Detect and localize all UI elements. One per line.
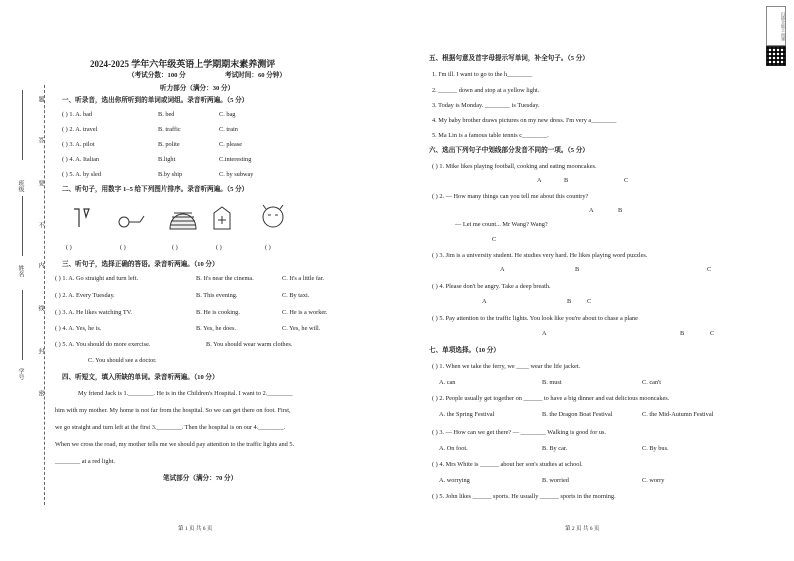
list-item: ( ) 4. A. Italian	[62, 156, 100, 163]
bike-icon	[118, 210, 146, 230]
list-item: B. Yes, he does.	[196, 325, 237, 332]
list-item: C. By taxi.	[282, 292, 310, 299]
list-item: ( ) 2. A. Every Tuesday.	[55, 292, 115, 299]
list-item: C. Yes, he will.	[282, 325, 321, 332]
written-header: 笔试部分（满分：70 分）	[163, 475, 238, 482]
binding-line	[44, 85, 45, 505]
listening-header: 听力部分（满分：30 分）	[160, 85, 235, 92]
option-letter: A	[542, 330, 547, 337]
section-3-header: 三、听句子，选择正确的答语。录音听两遍。（10 分）	[62, 261, 219, 268]
answer-bracket[interactable]: ( )	[66, 244, 72, 251]
option: C. can't	[642, 379, 661, 386]
list-item: ( ) 2. People usually get together on ______ to have a big dinner and eat delicious mooncakes.	[432, 395, 670, 402]
option: C. By bus.	[642, 445, 669, 452]
answer-bracket[interactable]: ( )	[216, 244, 222, 251]
side-label: 答	[37, 137, 43, 143]
option-letter: B	[567, 298, 572, 305]
list-item: ( ) 2. — How many things can you tell me about this country?	[432, 193, 589, 200]
option-letter: B	[618, 207, 623, 214]
zebra-crossing-icon	[168, 203, 198, 231]
list-item: 5. Ma Lin is a famous table tennis c________.	[432, 132, 549, 139]
side-label: 题	[37, 96, 43, 102]
option-letter: B	[564, 177, 569, 184]
option-letter: A	[500, 266, 505, 273]
list-item: ( ) 4. Please don't be angry. Take a deep breath.	[432, 283, 551, 290]
list-item: ( ) 2. A. travel	[62, 126, 98, 133]
list-item: B. bed	[158, 111, 175, 118]
section-4-header: 四、听短文，填入所缺的单词。录音听两遍。（10 分）	[62, 374, 219, 381]
score-info: （考试分数：100 分	[128, 72, 186, 79]
list-item: 2. ______ down and stop at a yellow light.	[432, 87, 540, 94]
hospital-icon	[210, 205, 234, 231]
list-item: 3. Today is Monday. ________ is Tuesday.	[432, 102, 540, 109]
list-item: ( ) 3. A. pilot	[62, 141, 95, 148]
option-letter: C	[492, 236, 497, 243]
list-item: B. This evening.	[196, 292, 238, 299]
side-label: 线	[37, 305, 43, 311]
option: C. worry	[642, 477, 665, 484]
list-item: ( ) 3. Jim is a university student. He studies very hard. He likes playing word puzzles.	[432, 252, 648, 259]
section-5-header: 五、根据句意及首字母提示写单词，补全句子。（5 分）	[429, 55, 589, 62]
side-label: 不	[37, 222, 43, 228]
section-1-header: 一、听录音，选出你所听到的单词或词组。录音听两遍。（5 分）	[62, 97, 249, 104]
list-item: C.interesting	[219, 156, 252, 163]
list-item: ( ) 5. Pay attention to the traffic lights. You look like you're about to chase a plane	[432, 315, 638, 322]
list-item: ( ) 1. A. Go straight and turn left.	[55, 275, 139, 282]
option-letter: C	[624, 177, 629, 184]
option-letter: C	[710, 330, 715, 337]
list-item: C. He is a worker.	[282, 309, 328, 316]
section-6-header: 六、选出下列句子中划线部分发音不同的一项。（5 分）	[429, 147, 589, 154]
qr-code-icon	[766, 46, 786, 66]
option: B. must	[542, 379, 562, 386]
list-item: — Let me count... Mr Wang? Wang?	[455, 221, 548, 228]
tiger-icon	[258, 203, 288, 231]
option-letter: A	[537, 177, 542, 184]
list-item: B. He is cooking.	[196, 309, 240, 316]
page-number: 第 1 页 共 6 页	[178, 526, 213, 532]
field-line	[22, 290, 23, 360]
option: B. worried	[542, 477, 569, 484]
option: B. By car.	[542, 445, 568, 452]
list-item: ( ) 5. John likes ______ sports. He usually ______ sports in the morning.	[432, 493, 616, 500]
option: B. the Dragon Boat Festival	[542, 411, 613, 418]
list-item: B. polite	[158, 141, 180, 148]
option-letter: A	[482, 298, 487, 305]
passage-line: we go straight and turn left at the first 3.________. Then the hospital is on our 4.________.	[55, 424, 286, 431]
section-7-header: 七、单项选择。（10 分）	[429, 347, 500, 354]
class-field-label: 班级	[17, 180, 23, 192]
option: A. worrying	[439, 477, 470, 484]
list-item: ( ) 4. Mrs White is ______ about her son's studies at school.	[432, 461, 583, 468]
time-info: 考试时间：60 分钟）	[225, 72, 286, 79]
right-page	[397, 0, 794, 561]
page-title: 2024-2025 学年六年级英语上学期期末素养测评	[90, 59, 276, 69]
option: A. On foot.	[439, 445, 468, 452]
list-item: ( ) 3. A. He likes watching TV.	[55, 309, 133, 316]
side-label: 密	[37, 390, 43, 396]
list-item: C. train	[219, 126, 238, 133]
list-item: C. You should see a doctor.	[88, 357, 157, 364]
option-letter: A	[589, 207, 594, 214]
list-item: ( ) 5. A. You should do more exercise.	[55, 341, 151, 348]
option-letter: B	[680, 330, 685, 337]
side-label: 内	[37, 262, 43, 268]
answer-bracket[interactable]: ( )	[172, 244, 178, 251]
option-letter: C	[587, 298, 592, 305]
answer-bracket[interactable]: ( )	[265, 244, 271, 251]
list-item: C. please	[219, 141, 243, 148]
name-field-label: 姓名	[17, 265, 23, 277]
list-item: B.light	[158, 156, 176, 163]
option: C. the Mid-Autumn Festival	[642, 411, 714, 418]
list-item: C. bag	[219, 111, 236, 118]
page-number: 第 2 页 共 6 页	[565, 526, 600, 532]
list-item: ( ) 5. A. by sled	[62, 171, 102, 178]
list-item: 4. My baby brother draws pictures on my new dress. I'm very a________	[432, 117, 617, 124]
list-item: ( ) 1. A. bad	[62, 111, 93, 118]
list-item: ( ) 3. — How can we get there? — ________ Walking is good for us.	[432, 429, 607, 436]
passage-line: ________ at a red light.	[55, 458, 115, 465]
list-item: C. by subway	[219, 171, 254, 178]
side-label: 要	[37, 180, 43, 186]
answer-bracket[interactable]: ( )	[120, 244, 126, 251]
list-item: B.by ship	[158, 171, 183, 178]
field-line	[22, 196, 23, 256]
list-item: 1. I'm ill. I want to go to the h________	[432, 71, 533, 78]
option: A. the Spring Festival	[439, 411, 495, 418]
scanner-stamp: 扫描全能王 创建	[766, 6, 786, 46]
option-letter: B	[575, 266, 580, 273]
side-label: 封	[37, 348, 43, 354]
passage-line: him with my mother. My home is not far from the hospital. So we can get there on foot. First,	[55, 407, 291, 414]
list-item: B. It's near the cinema.	[196, 275, 254, 282]
passage-line: My friend Jack is 1.________. He is in the Children's Hospital. I want to 2.________	[78, 390, 293, 397]
field-line	[22, 90, 23, 160]
list-item: ( ) 1. When we take the ferry, we ____ wear the life jacket.	[432, 363, 581, 370]
list-item: C. It's a little far.	[282, 275, 325, 282]
list-item: ( ) 1. Mike likes playing football, cooking and eating mooncakes.	[432, 163, 597, 170]
option: A. can	[439, 379, 456, 386]
list-item: ( ) 4. A. Yes, he is.	[55, 325, 102, 332]
list-item: B. traffic	[158, 126, 181, 133]
traffic-sign-icon	[70, 205, 92, 231]
section-2-header: 二、听句子，用数字 1–5 给下列图片排序。录音听两遍。（5 分）	[62, 186, 249, 193]
passage-line: When we cross the road, my mother tells me we should pay attention to the traffic lights and 5.	[55, 441, 295, 448]
list-item: B. You should wear warm clothes.	[206, 341, 293, 348]
student-number-field-label: 学号	[17, 368, 23, 380]
option-letter: C	[707, 266, 712, 273]
